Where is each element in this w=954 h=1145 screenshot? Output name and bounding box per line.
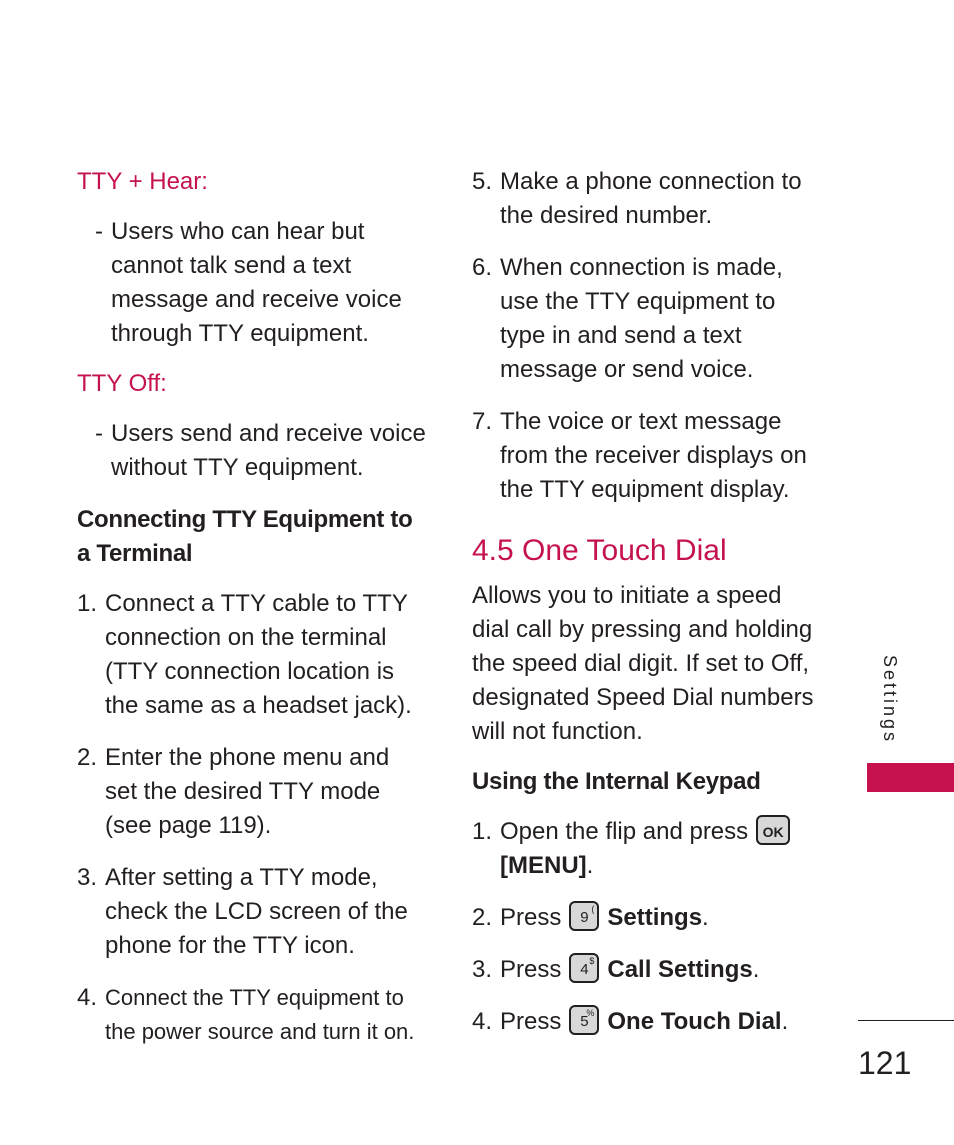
- tty-off-description: - Users send and receive voice without TTY equipment.: [77, 417, 427, 485]
- side-tab-label: Settings: [880, 655, 900, 745]
- footer-rule: [858, 1020, 954, 1021]
- bullet-dash: -: [95, 218, 103, 245]
- step-5: 5. Make a phone connection to the desired number.: [472, 168, 802, 229]
- key-4-icon: 4 $: [569, 953, 599, 983]
- ok-key-icon: OK: [756, 815, 790, 845]
- tty-off-heading: TTY Off:: [77, 370, 167, 397]
- section-description: Allows you to initiate a speed dial call by pressing and holding the speed dial digit. If set to Off, designated Speed Dial numbers will not function.: [472, 582, 814, 745]
- side-tab-marker: [867, 763, 954, 792]
- tty-hear-description: - Users who can hear but cannot talk send a text message and receive voice through TTY equipment.: [77, 215, 427, 351]
- right-column: [472, 165, 822, 1039]
- keypad-heading: Using the Internal Keypad: [472, 768, 761, 795]
- keypad-step-3: 3. Press 4 $ Call Settings.: [472, 953, 822, 987]
- keypad-step-2: 2. Press 9 ( Settings.: [472, 901, 822, 935]
- left-column: [77, 165, 427, 1049]
- connecting-heading: Connecting TTY Equipment to a Terminal: [77, 506, 413, 567]
- page-number: 121: [858, 1045, 912, 1081]
- step-3: 3. After setting a TTY mode, check the LCD screen of the phone for the TTY icon.: [77, 864, 408, 959]
- step-6: 6. When connection is made, use the TTY equipment to type in and send a text message or send voice.: [472, 254, 783, 383]
- step-7: 7. The voice or text message from the receiver displays on the TTY equipment display.: [472, 408, 807, 503]
- keypad-step-4: 4. Press 5 % One Touch Dial.: [472, 1005, 822, 1039]
- step-4: 4. Connect the TTY equipment to the power source and turn it on.: [77, 984, 415, 1044]
- keypad-step-1: 1. Open the flip and press OK [MENU].: [472, 815, 822, 883]
- key-5-icon: 5 %: [569, 1005, 599, 1035]
- key-9-icon: 9 (: [569, 901, 599, 931]
- section-title: 4.5 One Touch Dial: [472, 534, 727, 567]
- tty-hear-heading: TTY + Hear:: [77, 168, 208, 195]
- step-2: 2. Enter the phone menu and set the desired TTY mode (see page 119).: [77, 744, 390, 839]
- bullet-dash: -: [95, 420, 103, 447]
- step-1: 1. Connect a TTY cable to TTY connection on the terminal (TTY connection location is the same as a headset jack).: [77, 590, 412, 719]
